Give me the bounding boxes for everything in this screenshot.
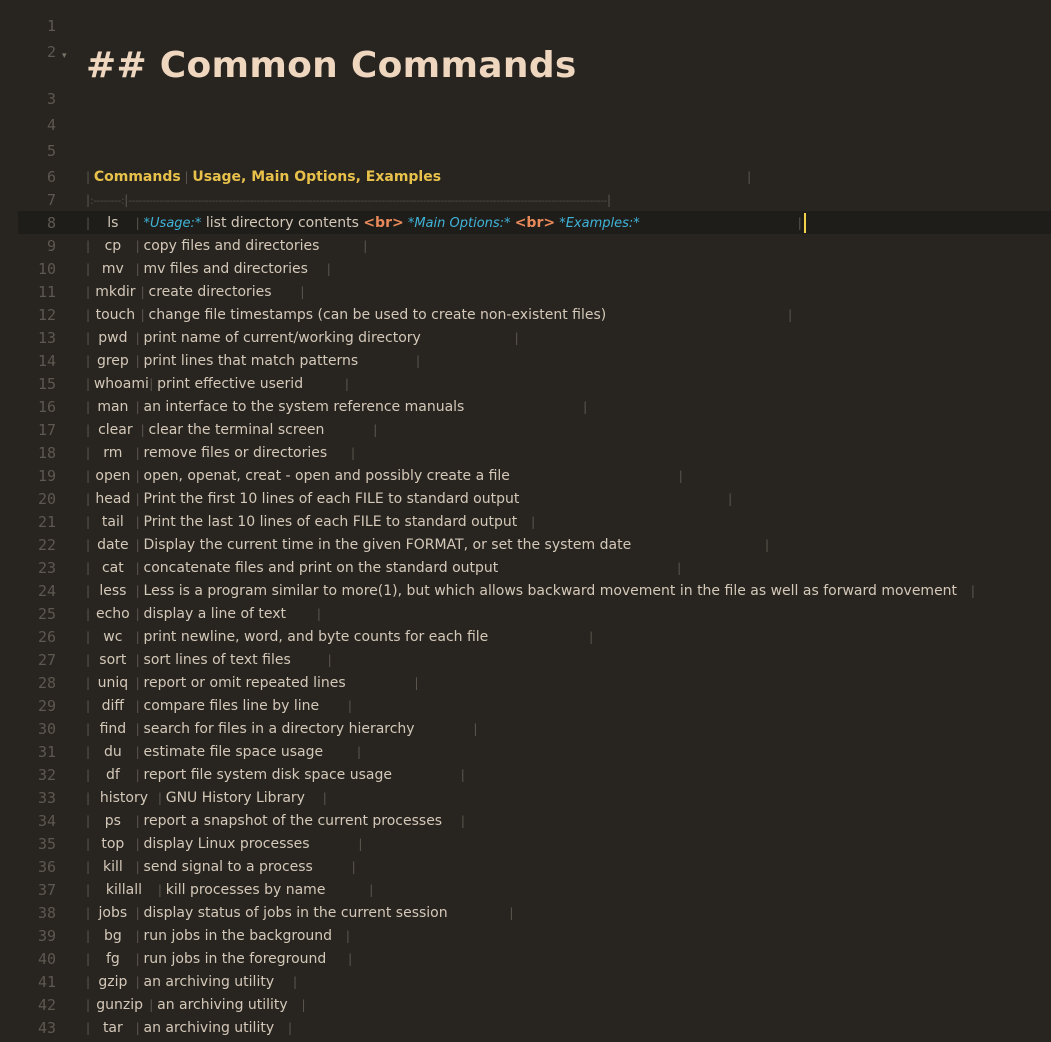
- text-caret: [804, 213, 806, 233]
- table-row[interactable]: | diff | compare files line by line |: [86, 695, 1051, 718]
- line-number: 2: [46, 43, 56, 61]
- header-commands: Commands: [93, 169, 181, 185]
- line-number: 1: [46, 17, 56, 35]
- line-number: 19: [37, 467, 56, 485]
- table-row[interactable]: | head | Print the first 10 lines of each FILE to standard output |: [86, 488, 1051, 511]
- line-number: 40: [37, 950, 56, 968]
- br-tag-1: <br>: [363, 215, 404, 231]
- table-row[interactable]: | cat | concatenate files and print on the standard output |: [86, 557, 1051, 580]
- description-cell: Less is a program similar to more(1), but which allows backward movement in the file as well as forward movement: [143, 583, 958, 599]
- description-cell: report file system disk space usage: [143, 767, 392, 783]
- command-cell: killall: [105, 882, 143, 898]
- table-row[interactable]: | df | report file system disk space usage |: [86, 764, 1051, 787]
- table-row[interactable]: | fg | run jobs in the foreground |: [86, 948, 1051, 971]
- line-number: 20: [37, 490, 56, 508]
- command-cell: open: [95, 468, 131, 484]
- command-cell: tail: [101, 514, 124, 530]
- line-number: 39: [37, 927, 56, 945]
- table-row[interactable]: | gzip | an archiving utility |: [86, 971, 1051, 994]
- description-cell: an archiving utility: [143, 1020, 275, 1036]
- description-cell: print lines that match patterns: [143, 353, 359, 369]
- description-cell: sort lines of text files: [143, 652, 291, 668]
- command-cell: kill: [102, 859, 123, 875]
- description-cell: kill processes by name: [165, 882, 326, 898]
- command-cell: head: [95, 491, 131, 507]
- description-cell: Print the first 10 lines of each FILE to standard output: [143, 491, 520, 507]
- description-cell: mv files and directories: [143, 261, 308, 277]
- table-row[interactable]: | tail | Print the last 10 lines of each FILE to standard output |: [86, 511, 1051, 534]
- command-cell: cp: [104, 238, 122, 254]
- command-cell: rm: [103, 445, 123, 461]
- command-cell: less: [99, 583, 127, 599]
- table-separator-row: |:--------:|------------------------------------------------------------------------------------------------------------------------------------------|: [86, 193, 612, 207]
- command-cell: wc: [103, 629, 123, 645]
- table-row[interactable]: | sort | sort lines of text files |: [86, 649, 1051, 672]
- line-number: 15: [37, 375, 56, 393]
- description-cell: display Linux processes: [143, 836, 310, 852]
- line-number: 12: [37, 306, 56, 324]
- examples-label: *Examples:*: [555, 216, 640, 231]
- line-number: 24: [37, 582, 56, 600]
- line-number: 7: [46, 191, 56, 209]
- table-row[interactable]: | bg | run jobs in the background |: [86, 925, 1051, 948]
- table-row[interactable]: | top | display Linux processes |: [86, 833, 1051, 856]
- description-cell: an archiving utility: [143, 974, 275, 990]
- description-cell: create directories: [148, 284, 272, 300]
- line-number: 11: [37, 283, 56, 301]
- description-cell: clear the terminal screen: [148, 422, 325, 438]
- table-row[interactable]: | pwd | print name of current/working directory |: [86, 327, 1051, 350]
- description-cell: Display the current time in the given FORMAT, or set the system date: [143, 537, 632, 553]
- command-cell: touch: [95, 307, 136, 323]
- table-row[interactable]: | open | open, openat, creat - open and possibly create a file |: [86, 465, 1051, 488]
- command-cell: tar: [102, 1020, 123, 1036]
- description-cell: run jobs in the background: [143, 928, 333, 944]
- command-cell: clear: [98, 422, 133, 438]
- line-number: 4: [46, 116, 56, 134]
- table-row[interactable]: | tar | an archiving utility |: [86, 1017, 1051, 1040]
- line-number: 16: [37, 398, 56, 416]
- line-number: 13: [37, 329, 56, 347]
- line-number: 41: [37, 973, 56, 991]
- command-cell: uniq: [97, 675, 129, 691]
- line-number: 42: [37, 996, 56, 1014]
- description-cell: compare files line by line: [143, 698, 320, 714]
- table-row[interactable]: | grep | print lines that match patterns |: [86, 350, 1051, 373]
- command-cell: jobs: [98, 905, 128, 921]
- line-number: 3: [46, 90, 56, 108]
- line-number: 32: [37, 766, 56, 784]
- description-cell: concatenate files and print on the standard output: [143, 560, 499, 576]
- command-cell: gzip: [98, 974, 128, 990]
- line-number: 27: [37, 651, 56, 669]
- line-number: 21: [37, 513, 56, 531]
- separator-rule: ------------------------------------------------------------------------------------------------------------------------------------------: [128, 194, 608, 207]
- description-cell: search for files in a directory hierarchy: [143, 721, 415, 737]
- description-cell: Print the last 10 lines of each FILE to standard output: [143, 514, 518, 530]
- line-number: 37: [37, 881, 56, 899]
- line-number: 38: [37, 904, 56, 922]
- command-cell: grep: [96, 353, 129, 369]
- description-cell: an interface to the system reference manuals: [143, 399, 465, 415]
- description-cell: print name of current/working directory: [143, 330, 421, 346]
- description-cell: send signal to a process: [143, 859, 313, 875]
- command-cell: mv: [101, 261, 124, 277]
- line-number: 43: [37, 1019, 56, 1037]
- usage-label: *Usage:*: [143, 216, 202, 231]
- table-row[interactable]: | history | GNU History Library |: [86, 787, 1051, 810]
- line-number: 28: [37, 674, 56, 692]
- line-number: 23: [37, 559, 56, 577]
- table-row[interactable]: | cp | copy files and directories |: [86, 235, 1051, 258]
- line-number: 14: [37, 352, 56, 370]
- description-cell: display a line of text: [143, 606, 287, 622]
- table-row[interactable]: | ps | report a snapshot of the current processes |: [86, 810, 1051, 833]
- line-number: 5: [46, 142, 56, 160]
- line-number: 17: [37, 421, 56, 439]
- table-row[interactable]: | killall | kill processes by name |: [86, 879, 1051, 902]
- description-cell: report or omit repeated lines: [143, 675, 346, 691]
- table-row[interactable]: | gunzip | an archiving utility |: [86, 994, 1051, 1017]
- table-row[interactable]: | date | Display the current time in the given FORMAT, or set the system date |: [86, 534, 1051, 557]
- command-cell: echo: [95, 606, 130, 622]
- command-cell: df: [105, 767, 120, 783]
- description-cell: print newline, word, and byte counts for each file: [143, 629, 489, 645]
- command-cell: date: [97, 537, 129, 553]
- separator-cell: :--------:: [90, 194, 125, 207]
- description-cell: an archiving utility: [157, 997, 288, 1013]
- table-row[interactable]: | mv | mv files and directories |: [86, 258, 1051, 281]
- command-cell: pwd: [98, 330, 128, 346]
- line-number: 29: [37, 697, 56, 715]
- table-row[interactable]: | kill | send signal to a process |: [86, 856, 1051, 879]
- line-number: 6: [46, 168, 56, 186]
- table-row[interactable]: | du | estimate file space usage |: [86, 741, 1051, 764]
- table-row[interactable]: | less | Less is a program similar to more(1), but which allows backward movement in the file as well as forward movement |: [86, 580, 1051, 603]
- command-cell: man: [97, 399, 129, 415]
- table-header-row: | Commands | Usage, Main Options, Examples |: [86, 169, 752, 185]
- cmd-ls: ls: [107, 215, 119, 231]
- command-cell: history: [99, 790, 149, 806]
- description-cell: report a snapshot of the current processes: [143, 813, 443, 829]
- line-number: 25: [37, 605, 56, 623]
- command-cell: gunzip: [96, 997, 144, 1013]
- table-row[interactable]: | mkdir | create directories |: [86, 281, 1051, 304]
- command-cell: fg: [105, 951, 120, 967]
- description-cell: run jobs in the foreground: [143, 951, 327, 967]
- table-row[interactable]: | jobs | display status of jobs in the current session |: [86, 902, 1051, 925]
- usage-text: list directory contents: [201, 215, 364, 231]
- line-number: 22: [37, 536, 56, 554]
- description-cell: print effective userid: [157, 376, 304, 392]
- description-cell: display status of jobs in the current session: [143, 905, 448, 921]
- line-number: 18: [37, 444, 56, 462]
- table-row[interactable]: | find | search for files in a directory hierarchy |: [86, 718, 1051, 741]
- command-cell: diff: [101, 698, 125, 714]
- line-number: 9: [46, 237, 56, 255]
- table-row[interactable]: | clear | clear the terminal screen |: [86, 419, 1051, 442]
- command-cell: sort: [99, 652, 127, 668]
- line-number: 31: [37, 743, 56, 761]
- table-row-ls[interactable]: | ls | *Usage:* list directory contents <br> *Main Options:* <br> *Examples:* |: [86, 212, 1051, 235]
- command-cell: ps: [104, 813, 121, 829]
- command-cell: du: [103, 744, 122, 760]
- description-cell: estimate file space usage: [143, 744, 324, 760]
- table-row[interactable]: | wc | print newline, word, and byte counts for each file |: [86, 626, 1051, 649]
- fold-arrow-icon[interactable]: ▾: [62, 51, 67, 61]
- command-cell: whoami: [93, 376, 149, 392]
- table-row[interactable]: | touch | change file timestamps (can be used to create non-existent files) |: [86, 304, 1051, 327]
- line-number: 34: [37, 812, 56, 830]
- table-row[interactable]: | rm | remove files or directories |: [86, 442, 1051, 465]
- command-cell: top: [101, 836, 125, 852]
- line-number: 35: [37, 835, 56, 853]
- command-cell: cat: [101, 560, 124, 576]
- header-usage: Usage, Main Options, Examples: [192, 169, 442, 185]
- description-cell: GNU History Library: [165, 790, 305, 806]
- options-label: *Main Options:*: [403, 216, 515, 231]
- description-cell: remove files or directories: [143, 445, 328, 461]
- command-cell: find: [99, 721, 127, 737]
- command-cell: bg: [103, 928, 122, 944]
- command-cell: mkdir: [95, 284, 136, 300]
- page-heading: ## Common Commands: [86, 45, 577, 86]
- line-number: 36: [37, 858, 56, 876]
- description-cell: copy files and directories: [143, 238, 320, 254]
- line-number: 30: [37, 720, 56, 738]
- table-row[interactable]: | echo | display a line of text |: [86, 603, 1051, 626]
- line-number: 8: [46, 214, 56, 232]
- line-number: 33: [37, 789, 56, 807]
- description-cell: open, openat, creat - open and possibly create a file: [143, 468, 510, 484]
- table-row[interactable]: | man | an interface to the system reference manuals |: [86, 396, 1051, 419]
- br-tag-2: <br>: [514, 215, 556, 231]
- table-row[interactable]: | uniq | report or omit repeated lines |: [86, 672, 1051, 695]
- table-row[interactable]: | whoami | print effective userid |: [86, 373, 1051, 396]
- line-number: 10: [37, 260, 56, 278]
- line-number: 26: [37, 628, 56, 646]
- description-cell: change file timestamps (can be used to create non-existent files): [148, 307, 607, 323]
